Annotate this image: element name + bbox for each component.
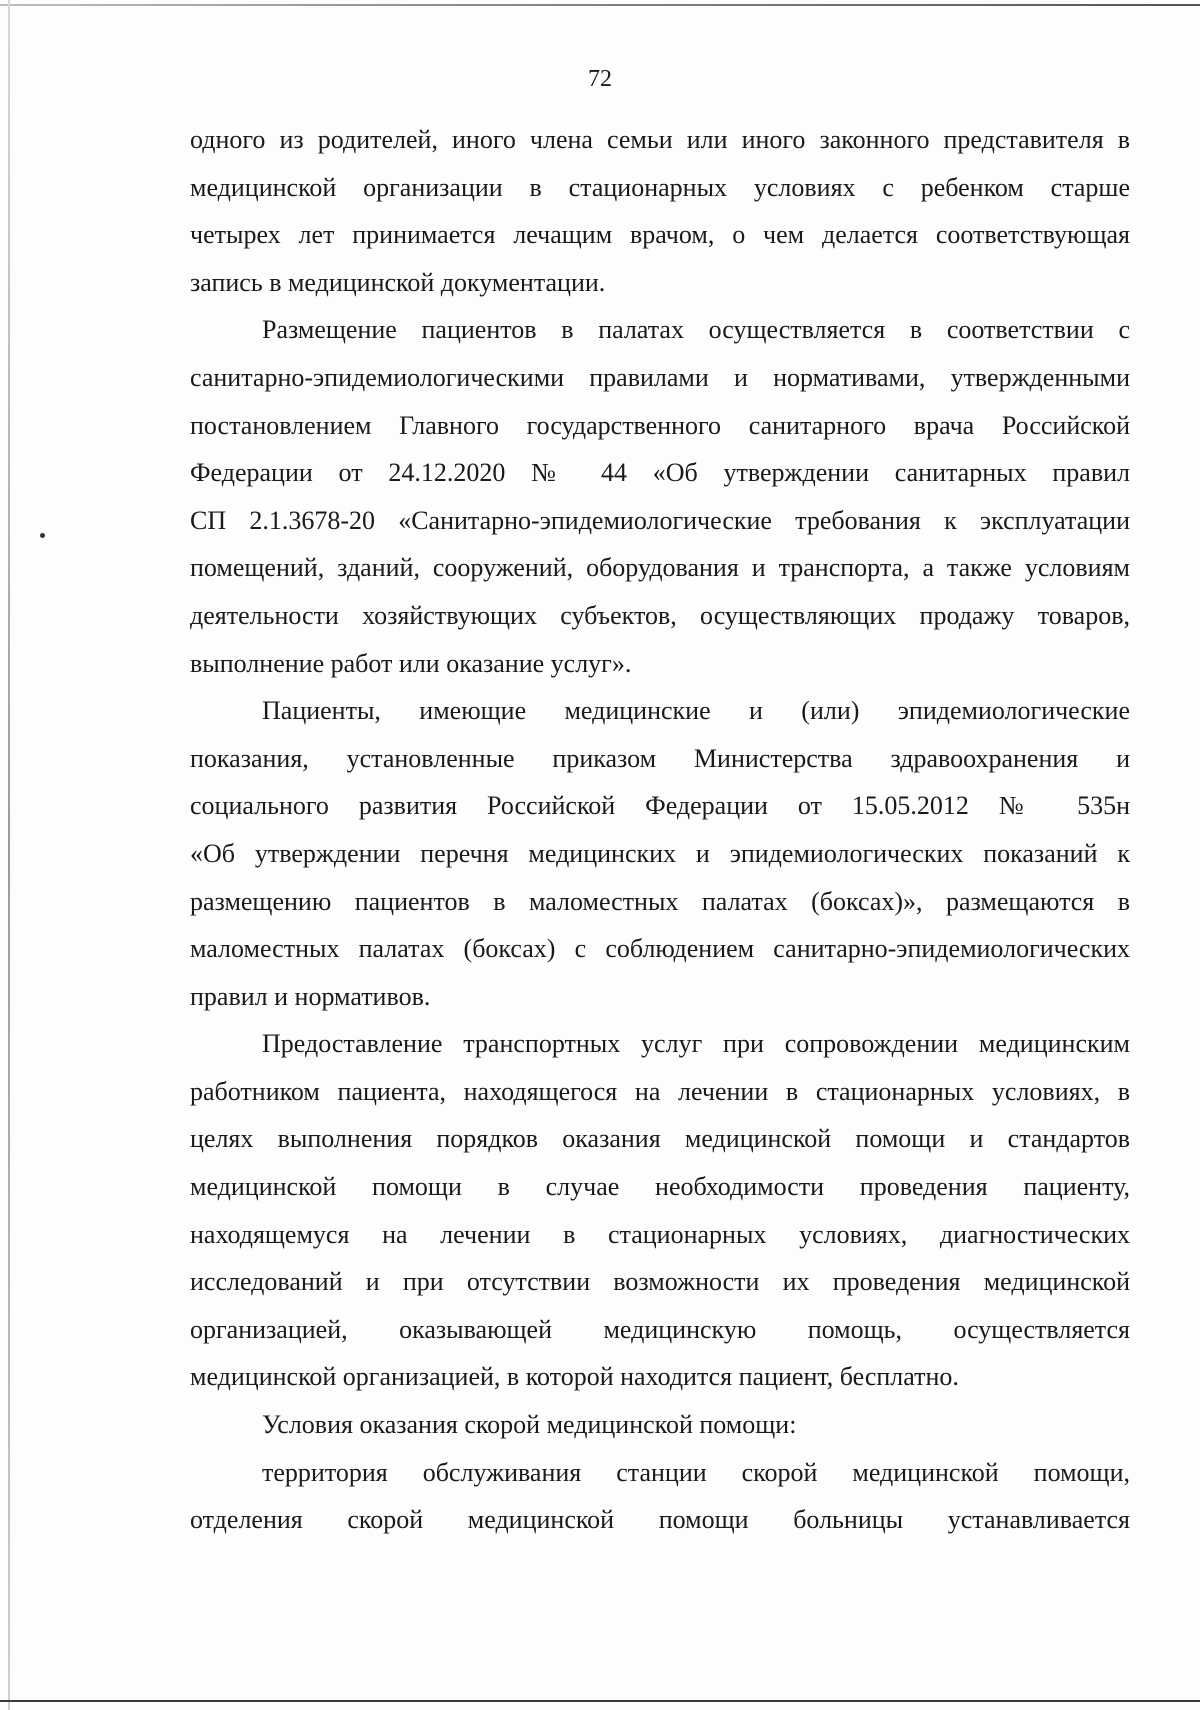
text-line: работником пациента, находящегося на лечении в стационарных условиях, в xyxy=(190,1076,1130,1106)
text-line: запись в медицинской документации. xyxy=(190,267,606,297)
text-line: одного из родителей, иного члена семьи или иного законного представителя в xyxy=(190,125,1130,154)
text-line: медицинской помощи в случае необходимости проведения пациенту, xyxy=(190,1172,1130,1202)
text-line: выполнение работ или оказание услуг». xyxy=(190,648,632,678)
text-line: показания, установленные приказом Министерства здравоохранения и xyxy=(190,743,1130,773)
text-line: территория обслуживания станции скорой медицинской помощи, xyxy=(262,1457,1130,1487)
text-line: размещению пациентов в маломестных палатах (боксах)», размещаются в xyxy=(190,886,1130,916)
scan-left-edge xyxy=(8,0,10,1710)
text-line: СП 2.1.3678-20 «Санитарно-эпидемиологические требования к эксплуатации xyxy=(190,505,1130,535)
text-line: медицинской организацией, в которой находится пациент, бесплатно. xyxy=(190,1362,959,1392)
text-line: Предоставление транспортных услуг при сопровождении медицинским xyxy=(262,1029,1130,1059)
text-line: деятельности хозяйствующих субъектов, осуществляющих продажу товаров, xyxy=(190,600,1130,630)
text-line: маломестных палатах (боксах) с соблюдением санитарно-эпидемиологических xyxy=(190,934,1130,964)
text-line: социального развития Российской Федерации от 15.05.2012 № 535н xyxy=(190,791,1130,821)
text-line: Федерации от 24.12.2020 № 44 «Об утверждении санитарных правил xyxy=(190,458,1130,488)
text-line: отделения скорой медицинской помощи больницы устанавливается xyxy=(190,1505,1130,1535)
text-line: Пациенты, имеющие медицинские и (или) эпидемиологические xyxy=(262,696,1130,726)
document-body xyxy=(190,116,1130,1544)
text-line: санитарно-эпидемиологическими правилами и нормативами, утвержденными xyxy=(190,362,1130,392)
text-line: организацией, оказывающей медицинскую помощь, осуществляется xyxy=(190,1314,1130,1344)
text-line: целях выполнения порядков оказания медицинской помощи и стандартов xyxy=(190,1124,1130,1154)
paragraph xyxy=(190,687,1130,1020)
text-line: Условия оказания скорой медицинской помощи: xyxy=(262,1410,797,1440)
paragraph xyxy=(190,116,1130,306)
paragraph xyxy=(190,1020,1130,1401)
text-line: постановлением Главного государственного санитарного врача Российской xyxy=(190,410,1130,440)
scan-top-edge xyxy=(0,4,1200,6)
text-line: исследований и при отсутствии возможности их проведения медицинской xyxy=(190,1267,1130,1297)
text-line: Размещение пациентов в палатах осуществляется в соответствии с xyxy=(262,315,1130,345)
text-line: находящемуся на лечении в стационарных условиях, диагностических xyxy=(190,1219,1130,1249)
paragraph xyxy=(190,1449,1130,1544)
paragraph xyxy=(190,1401,1130,1449)
text-line: правил и нормативов. xyxy=(190,981,431,1011)
page-number: 72 xyxy=(588,66,612,92)
text-line: «Об утверждении перечня медицинских и эпидемиологических показаний к xyxy=(190,838,1130,868)
text-line: помещений, зданий, сооружений, оборудования и транспорта, а также условиям xyxy=(190,553,1130,583)
paragraph xyxy=(190,306,1130,687)
scan-speck xyxy=(40,533,45,538)
text-line: четырех лет принимается лечащим врачом, о чем делается соответствующая xyxy=(190,220,1130,250)
text-line: медицинской организации в стационарных условиях с ребенком старше xyxy=(190,172,1130,202)
scan-bottom-edge xyxy=(0,1700,1200,1702)
